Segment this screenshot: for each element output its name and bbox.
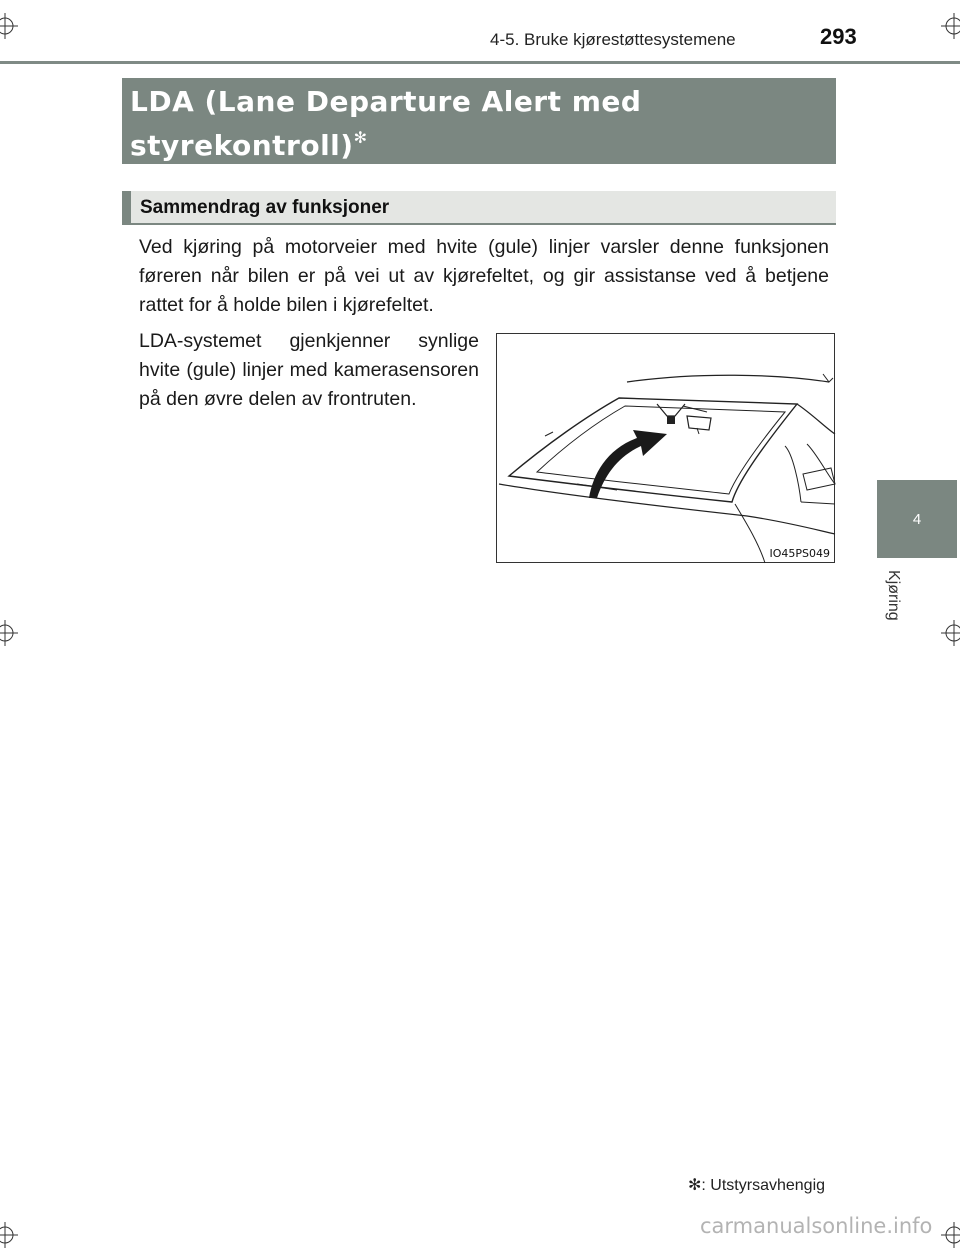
paragraph-camera: LDA-systemet gjenkjenner synlige hvite (gule) linjer med kamerasensoren på den øvre delen av frontruten. <box>139 330 479 410</box>
crop-mark-top-left <box>0 13 18 39</box>
crop-mark-top-right <box>941 13 960 39</box>
crop-mark-mid-left <box>0 620 18 646</box>
windshield-illustration <box>497 334 836 564</box>
crop-mark-bottom-left <box>0 1222 18 1248</box>
header-section-title: 4-5. Bruke kjørestøttesystemene <box>490 30 736 49</box>
footnote-mark: ✻ <box>688 1177 702 1194</box>
section-title <box>122 78 836 164</box>
section-title-line2: styrekontroll) <box>130 129 354 162</box>
chapter-tab <box>877 480 957 558</box>
crop-mark-mid-right <box>941 620 960 646</box>
footnote <box>688 1175 825 1195</box>
chapter-number: 4 <box>912 510 922 528</box>
page-number: 293 <box>820 24 857 49</box>
section-title-line1: LDA (Lane Departure Alert med <box>130 85 642 118</box>
figure-code: IO45PS049 <box>769 547 830 560</box>
paragraph-intro: Ved kjøring på motorveier med hvite (gule) linjer varsler denne funksjonen føreren når bilen er på vei ut av kjørefeltet, og gir assistanse ved å betjene rattet for å holde bilen i kjørefeltet. <box>139 236 829 316</box>
crop-mark-bottom-right <box>941 1222 960 1248</box>
header-rule <box>0 61 960 64</box>
equipment-mark: ✻ <box>353 128 368 147</box>
chapter-label: Kjøring <box>885 570 902 621</box>
subheading: Sammendrag av funksjoner <box>122 191 836 225</box>
windshield-camera-figure <box>496 333 835 563</box>
watermark: carmanualsonline.info <box>700 1214 933 1238</box>
footnote-text: : Utstyrsavhengig <box>701 1177 826 1194</box>
